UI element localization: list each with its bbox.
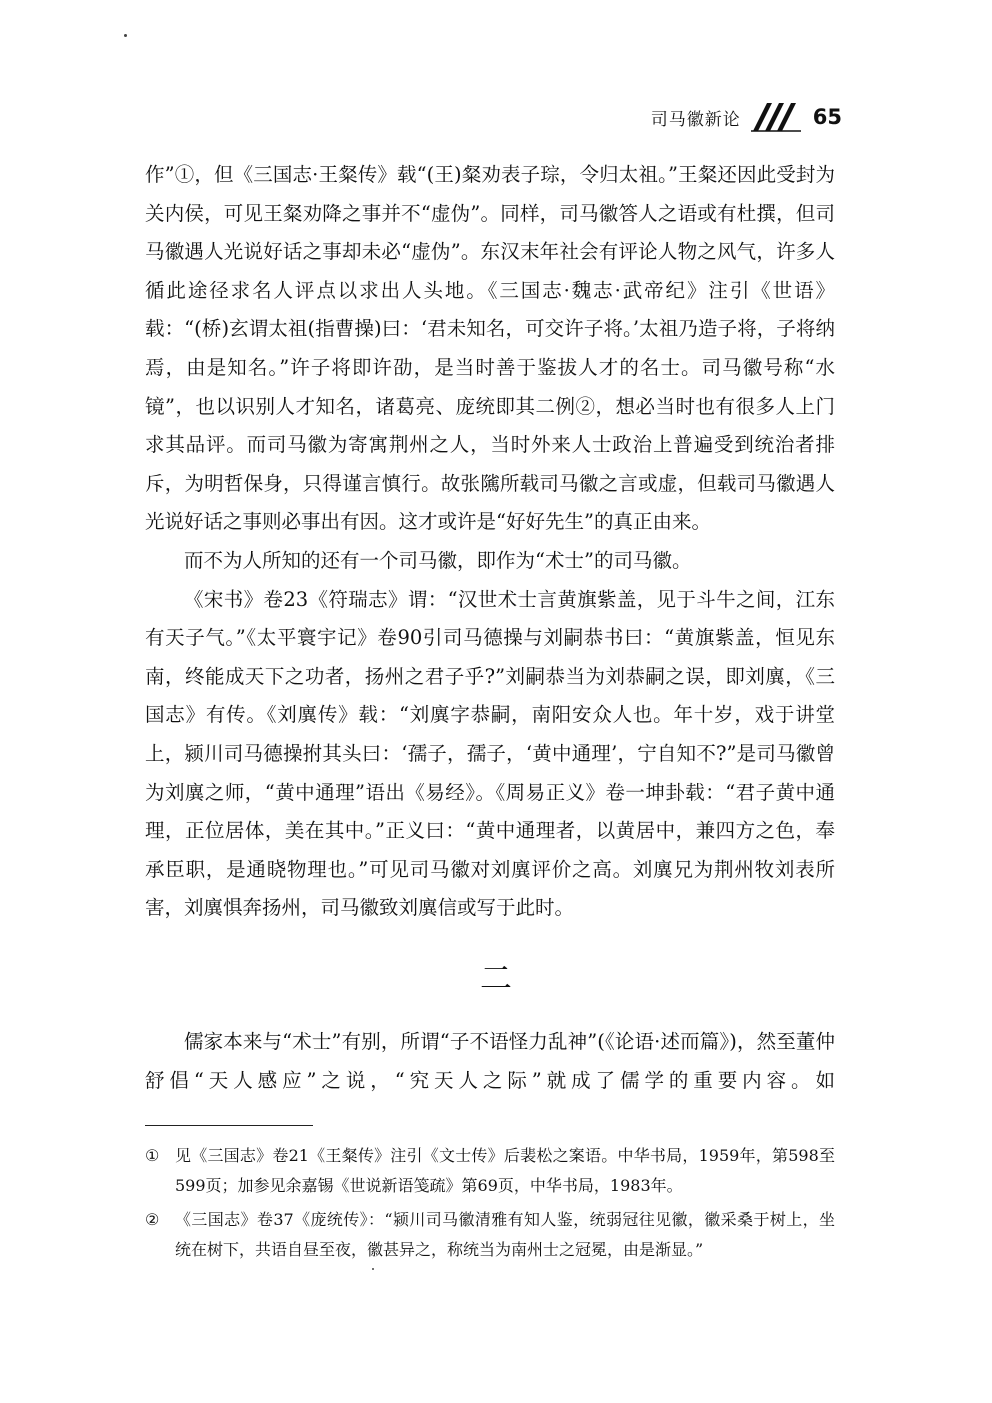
footnote-divider (145, 1125, 313, 1126)
footnote-marker: ② (145, 1210, 160, 1229)
paragraph-4: 儒家本来与“术士”有别，所谓“子不语怪力乱神”(《论语·述而篇》)，然至董仲舒倡“天人感应”之说，“究天人之际”就成了儒学的重要内容。如 (145, 1030, 835, 1092)
section-heading: 二 (479, 959, 512, 997)
page-number: 65 (812, 105, 842, 129)
footnote-marker: ① (145, 1146, 160, 1165)
main-text (145, 156, 835, 928)
paragraph-2: 而不为人所知的还有一个司马徽，即作为“术士”的司马徽。 (184, 548, 692, 572)
main-text-continued (145, 1023, 835, 1100)
paragraph-1: 作”①，但《三国志·王粲传》载“(王)粲劝表子琮，令归太祖。”王粲还因此受封为关内侯，可见王粲劝降之事并不“虚伪”。同样，司马徽答人之语或有杜撰，但司马徽遇人光说好话之事却未必“虚伪”。东汉末年社会有评论人物之风气，许多人循此途径求名人评点以求出人头地。《三国志·魏志·武帝纪》注引《世语》载：“(桥)玄谓太祖(指曹操)曰：‘君未知名，可交许子将。’太祖乃造子将，子将纳焉，由是知名。”许子将即许劭，是当时善于鉴拔人才的名士。司马徽号称“水镜”，也以识别人才知名，诸葛亮、庞统即其二例②，想必当时也有很多人上门求其品评。而司马徽为寄寓荆州之人，当时外来人士政治上普遍受到统治者排斥，为明哲保身，只得谨言慎行。故张隲所载司马徽之言或虚，但载司马徽遇人光说好话之事则必事出有因。这才或许是“好好先生”的真正由来。 (145, 163, 835, 534)
footnote-text: 见《三国志》卷21《王粲传》注引《文士传》后裴松之案语。中华书局，1959年，第598至599页；加参见余嘉锡《世说新语笺疏》第69页，中华书局，1983年。 (175, 1146, 835, 1195)
footnote-1 (145, 1141, 835, 1201)
running-header (651, 100, 842, 134)
paragraph-3: 《宋书》卷23《符瑞志》谓：“汉世术士言黄旗紫盖，见于斗牛之间，江东有天子气。”《太平寰宇记》卷90引司马德操与刘嗣恭书曰：“黄旗紫盖，恒见东南，终能成天下之功者，扬州之君子乎?”刘嗣恭当为刘恭嗣之误，即刘廙，《三国志》有传。《刘廙传》载：“刘廙字恭嗣，南阳安众人也。年十岁，戏于讲堂上，颍川司马德操拊其头曰：‘孺子，孺子，‘黄中通理’，宁自知不?”是司马徽曾为刘廙之师，“黄中通理”语出《易经》。《周易正义》卷一坤卦载：“君子黄中通理，正位居体，美在其中。”正义曰：“黄中通理者，以黄居中，兼四方之色，奉承臣职，是通晓物理也。”可见司马徽对刘廙评价之高。刘廙兄为荆州牧刘表所害，刘廙惧奔扬州，司马徽致刘廙信或写于此时。 (145, 587, 835, 920)
footnote-text: 《三国志》卷37《庞统传》：“颍川司马徽清雅有知人鉴，统弱冠往见徽，徽采桑于树上，坐统在树下，共语自昼至夜，徽甚异之，称统当为南州士之冠冕，由是渐显。” (175, 1210, 835, 1259)
running-title: 司马徽新论 (650, 109, 741, 130)
footnotes (145, 1141, 835, 1269)
footnote-2 (145, 1205, 835, 1265)
scan-speck (124, 34, 127, 37)
header-slash-ornament-icon (751, 102, 803, 132)
